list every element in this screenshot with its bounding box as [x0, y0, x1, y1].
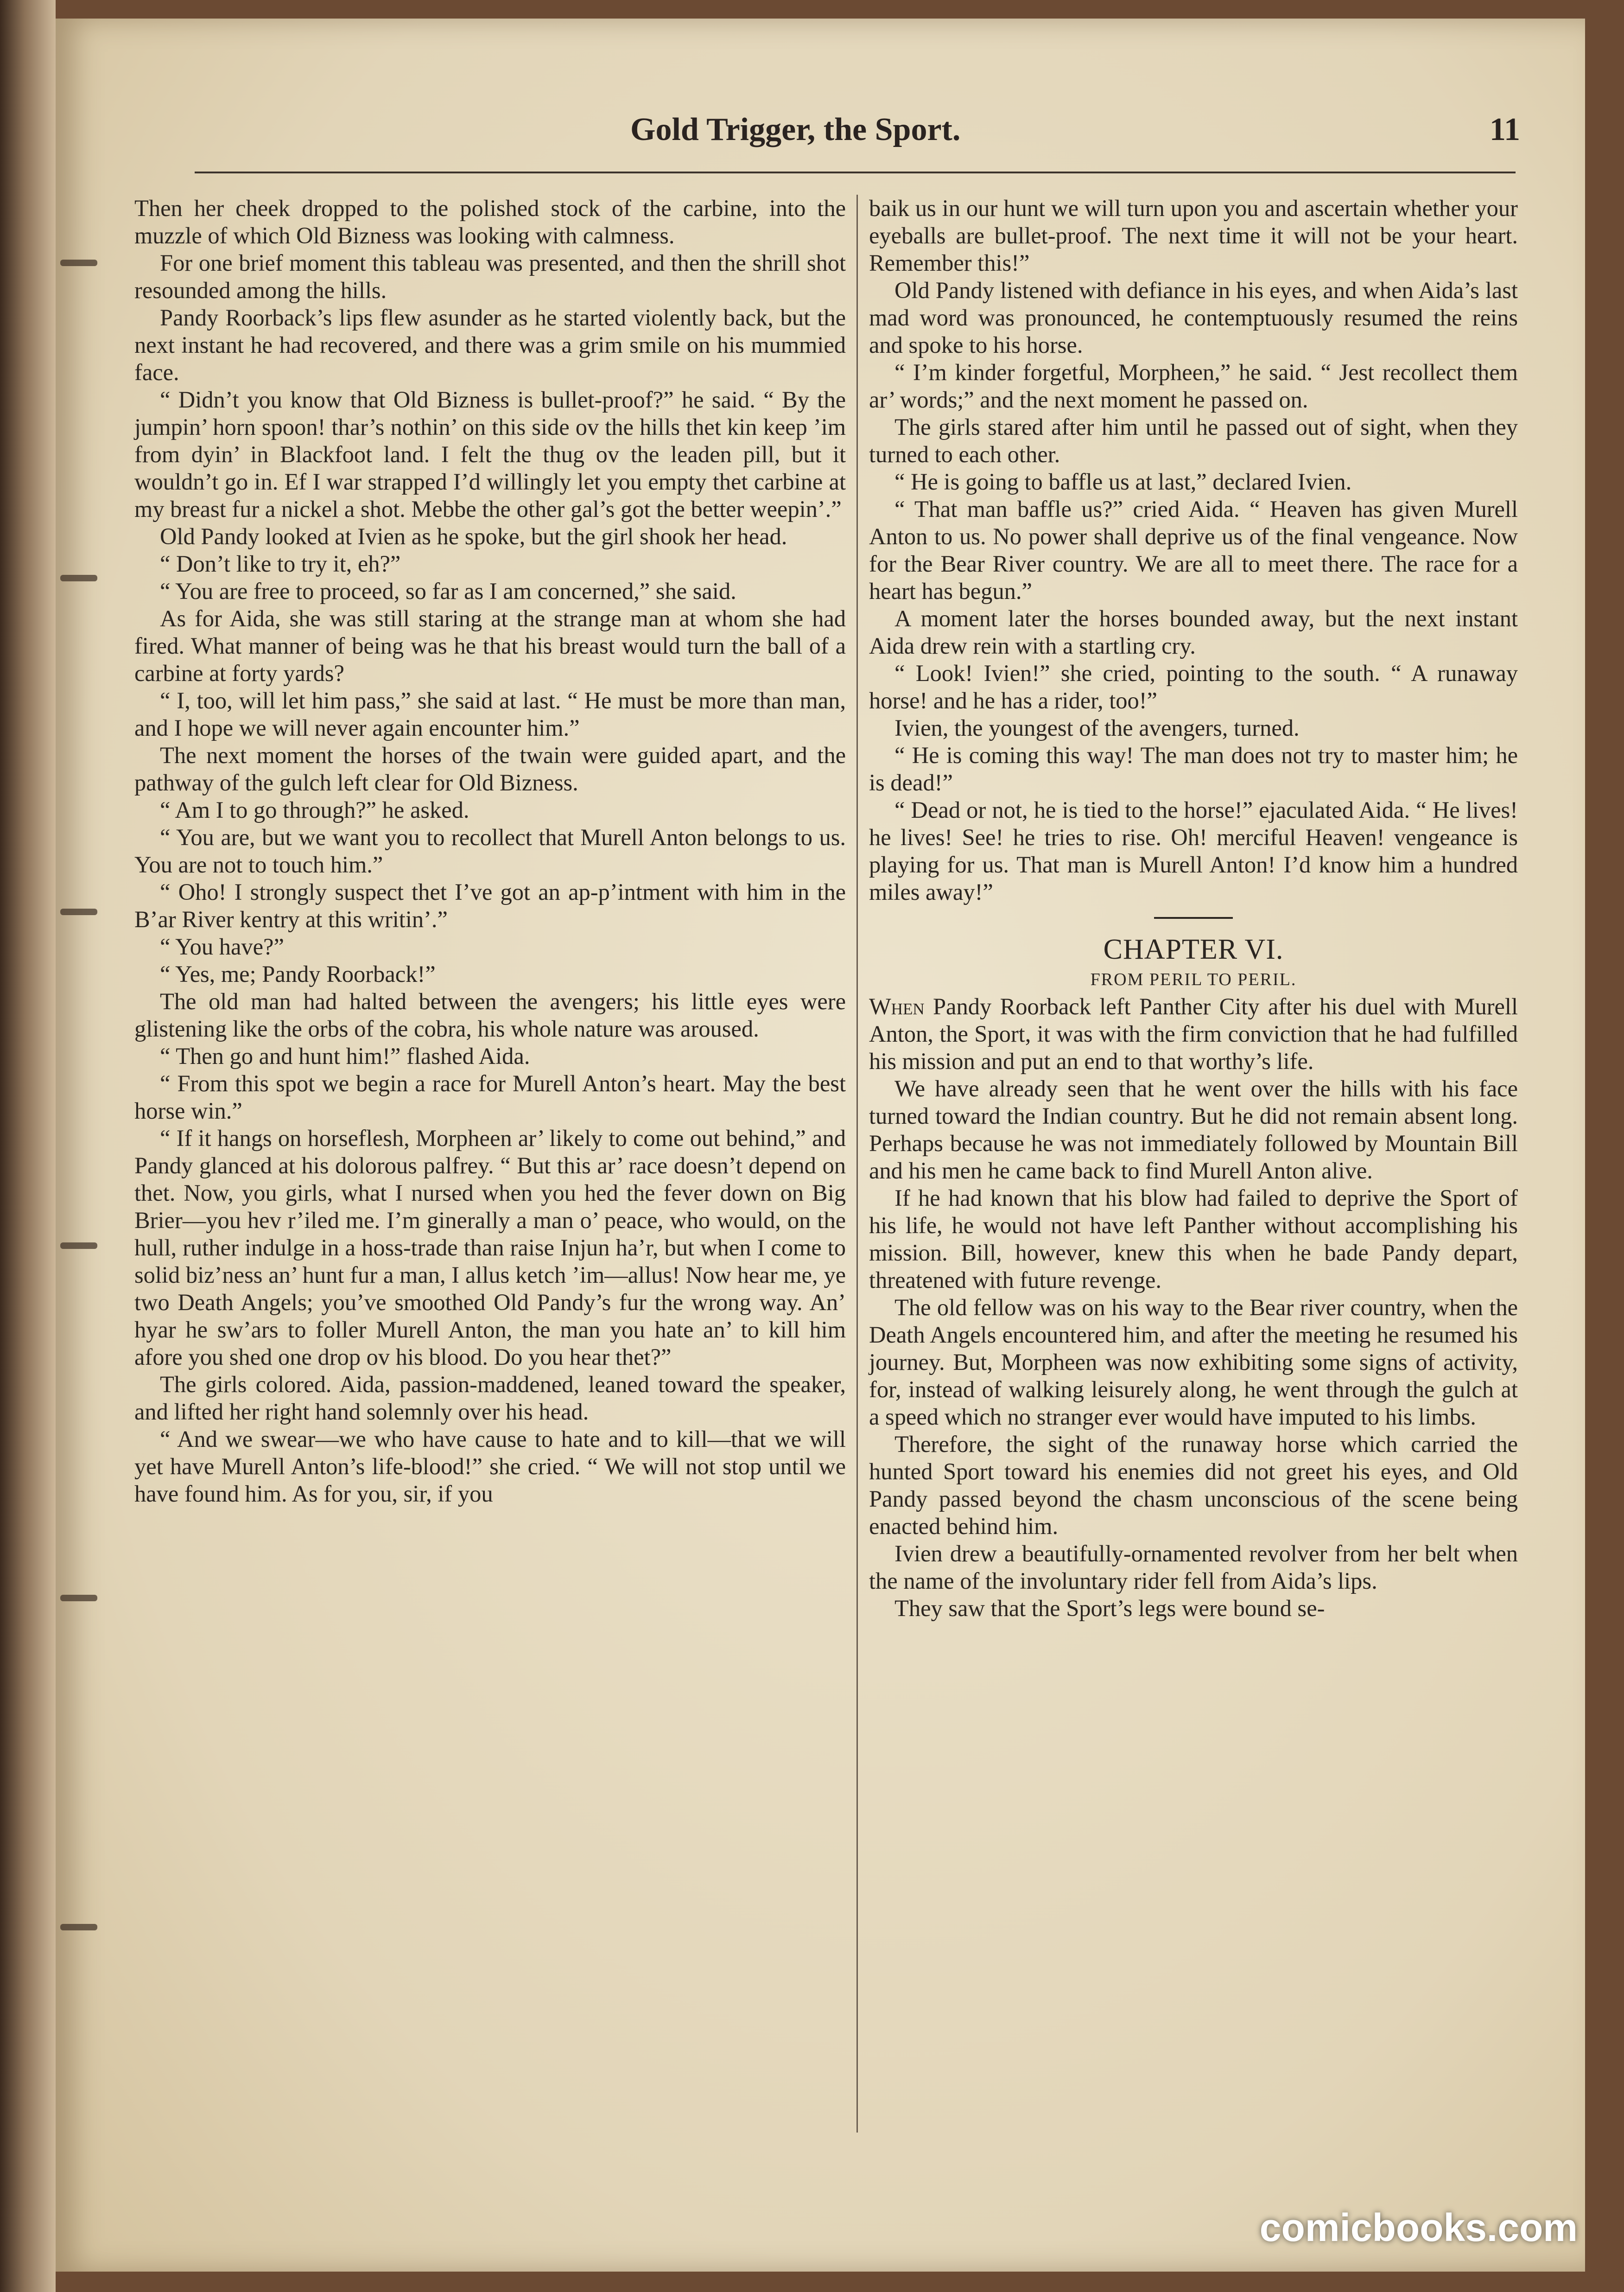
paragraph: “ I’m kinder forgetful, Morpheen,” he said. “ Jest recollect them ar’ words;” and the next moment he passed on.: [869, 359, 1518, 413]
paragraph: “ You have?”: [160, 934, 284, 960]
paragraph: Ivien drew a beautifully-ornamented revolver from her belt when the name of the involuntary rider fell from Aida’s lips.: [869, 1541, 1518, 1594]
paragraph: “ Oho! I strongly suspect thet I’ve got an ap-p’intment with him in the B’ar River kentry at this writin’.”: [134, 879, 846, 932]
paragraph: “ Dead or not, he is tied to the horse!” ejaculated Aida. “ He lives! he lives! See! he tries to rise. Oh! merciful Heaven! vengeance is playing for us. That man is Murell Anton! I’d know him a hundred miles away!”: [869, 797, 1518, 905]
paragraph: “ You are free to proceed, so far as I am concerned,” she said.: [160, 578, 736, 604]
paragraph: “ That man baffle us?” cried Aida. “ Heaven has given Murell Anton to us. No power shall deprive us of the final vengeance. Now for the Bear River country. We are all to meet there. The race for a heart has begun.”: [869, 496, 1518, 604]
paragraph: “ Yes, me; Pandy Roorback!”: [160, 961, 436, 987]
paragraph: The girls colored. Aida, passion-maddened, leaned toward the speaker, and lifted her right hand solemnly over his head.: [134, 1371, 846, 1425]
column-divider: [856, 195, 858, 2133]
paragraph: “ If it hangs on horseflesh, Morpheen ar’ likely to come out behind,” and Pandy glanced at his dolorous palfrey. “ But this ar’ race doesn’t depend on thet. Now, you girls, what I nursed when you hed the fever down on Big Brier—you hev r’iled me. I’m ginerally a man o’ peace, who would, on the hull, ruther indulge in a hoss-trade than raise Injun ha’r, but when I come to solid biz’ness an’ hunt fur a man, I allus ketch ’im—allus! Now hear me, ye two Death Angels; you’ve smoothed Old Pandy’s fur the wrong way. An’ hyar he sw’ars to foller Murell Anton, the man you hate an’ to kill him afore you shed one drop ov his blood. Do you hear thet?”: [134, 1125, 846, 1370]
book-spine: [0, 0, 56, 2292]
paragraph: “ And we swear—we who have cause to hate and to kill—that we will yet have Murell Anton’s life-blood!” she cried. “ We will not stop until we have found him. As for you, sir, if you: [134, 1426, 846, 1507]
left-column: [134, 195, 846, 1508]
paragraph: As for Aida, she was still staring at the strange man at whom she had fired. What manner of being was he that his breast would turn the ball of a carbine at forty yards?: [134, 605, 846, 686]
paragraph: “ He is coming this way! The man does not try to master him; he is dead!”: [869, 742, 1518, 796]
paragraph: A moment later the horses bounded away, but the next instant Aida drew rein with a startling cry.: [869, 605, 1518, 659]
paragraph: “ Didn’t you know that Old Bizness is bullet-proof?” he said. “ By the jumpin’ horn spoon! thar’s nothin’ on this side ov the hills thet kin keep ’im from dyin’ in Blackfoot land. I felt the thug ov the leaden pill, but it wouldn’t go in. Ef I war strapped I’d willingly let you empty thet carbine at my breast fur a nickel a shot. Mebbe the other gal’s got the better weepin’.”: [134, 387, 846, 522]
running-header: [603, 111, 1529, 162]
chapter-title: CHAPTER VI.: [1103, 934, 1284, 965]
margin-mark: [60, 260, 97, 266]
paragraph: They saw that the Sport’s legs were bound se-: [894, 1595, 1325, 1621]
paragraph: “ Then go and hunt him!” flashed Aida.: [160, 1043, 530, 1069]
paragraph: “ Don’t like to try it, eh?”: [160, 551, 401, 577]
paragraph: “ Look! Ivien!” she cried, pointing to the south. “ A runaway horse! and he has a rider, too!”: [869, 660, 1518, 713]
header-rule: [195, 172, 1516, 173]
paragraph: Pandy Roorback’s lips flew asunder as he started violently back, but the next instant he had recovered, and there was a grim smile on his mummied face.: [134, 305, 846, 385]
paragraph: The old fellow was on his way to the Bear river country, when the Death Angels encountered him, and after the meeting he resumed his journey. But, Morpheen was now exhibiting some signs of activity, for, instead of walking leisurely along, he went through the gulch at a speed which no stranger ever would have imputed to his limbs.: [869, 1294, 1518, 1430]
paragraph: The next moment the horses of the twain were guided apart, and the pathway of the gulch left clear for Old Bizness.: [134, 742, 846, 796]
paragraph: Ivien, the youngest of the avengers, turned.: [894, 715, 1300, 741]
margin-mark: [60, 1924, 97, 1930]
paragraph: “ From this spot we begin a race for Murell Anton’s heart. May the best horse win.”: [134, 1070, 846, 1124]
paragraph: The old man had halted between the avengers; his little eyes were glistening like the orbs of the cobra, his whole nature was aroused.: [134, 988, 846, 1042]
chapter-rule: [1154, 917, 1233, 919]
margin-mark: [60, 909, 97, 915]
paragraph: If he had known that his blow had failed to deprive the Sport of his life, he would not have left Panther without accomplishing his mission. Bill, however, knew this when he bade Pandy depart, threatened with future revenge.: [869, 1185, 1518, 1293]
margin-mark: [60, 1242, 97, 1249]
paragraph: “ He is going to baffle us at last,” declared Ivien.: [894, 469, 1352, 495]
paragraph: Then her cheek dropped to the polished stock of the carbine, into the muzzle of which Old Bizness was looking with calmness.: [134, 195, 846, 248]
paragraph: Old Pandy looked at Ivien as he spoke, but the girl shook her head.: [160, 523, 787, 549]
paragraph: Old Pandy listened with defiance in his eyes, and when Aida’s last mad word was pronounced, he contemptuously resumed the reins and spoke to his horse.: [869, 277, 1518, 358]
margin-mark: [60, 575, 97, 581]
page-number: 11: [1489, 112, 1520, 147]
paragraph: “ Am I to go through?” he asked.: [160, 797, 469, 823]
paragraph: The girls stared after him until he passed out of sight, when they turned to each other.: [869, 414, 1518, 467]
paragraph: We have already seen that he went over the hills with his face turned toward the Indian country. But he did not remain absent long. Perhaps because he was not immediately followed by Mountain Bill and his men he came back to find Murell Anton alive.: [869, 1076, 1518, 1184]
watermark: comicbooks.com: [1259, 2206, 1578, 2249]
paragraph: “ I, too, will let him pass,” she said at last. “ He must be more than man, and I hope we will never again encounter him.”: [134, 688, 846, 741]
chapter-opening-paragraph: [869, 993, 1518, 1075]
paragraph: Therefore, the sight of the runaway horse which carried the hunted Sport toward his enemies did not greet his eyes, and Old Pandy passed beyond the chasm unconscious of the scene being enacted behind him.: [869, 1431, 1518, 1539]
chapter-opening-text: Pandy Roorback left Panther City after his duel with Murell Anton, the Sport, it was with the firm conviction that he had fulfilled his mission and put an end to that worthy’s life.: [869, 993, 1518, 1074]
paragraph: baik us in our hunt we will turn upon you and ascertain whether your eyeballs are bullet-proof. The next time it will not be your heart. Remember this!”: [869, 195, 1518, 276]
right-column: [869, 195, 1518, 1622]
margin-mark: [60, 1595, 97, 1601]
chapter-first-word: When: [869, 993, 925, 1019]
chapter-subtitle: FROM PERIL TO PERIL.: [1090, 970, 1297, 989]
paragraph: “ You are, but we want you to recollect that Murell Anton belongs to us. You are not to touch him.”: [134, 824, 846, 878]
paragraph: For one brief moment this tableau was presented, and then the shrill shot resounded among the hills.: [134, 250, 846, 303]
page-header-title: Gold Trigger, the Sport.: [630, 112, 961, 147]
